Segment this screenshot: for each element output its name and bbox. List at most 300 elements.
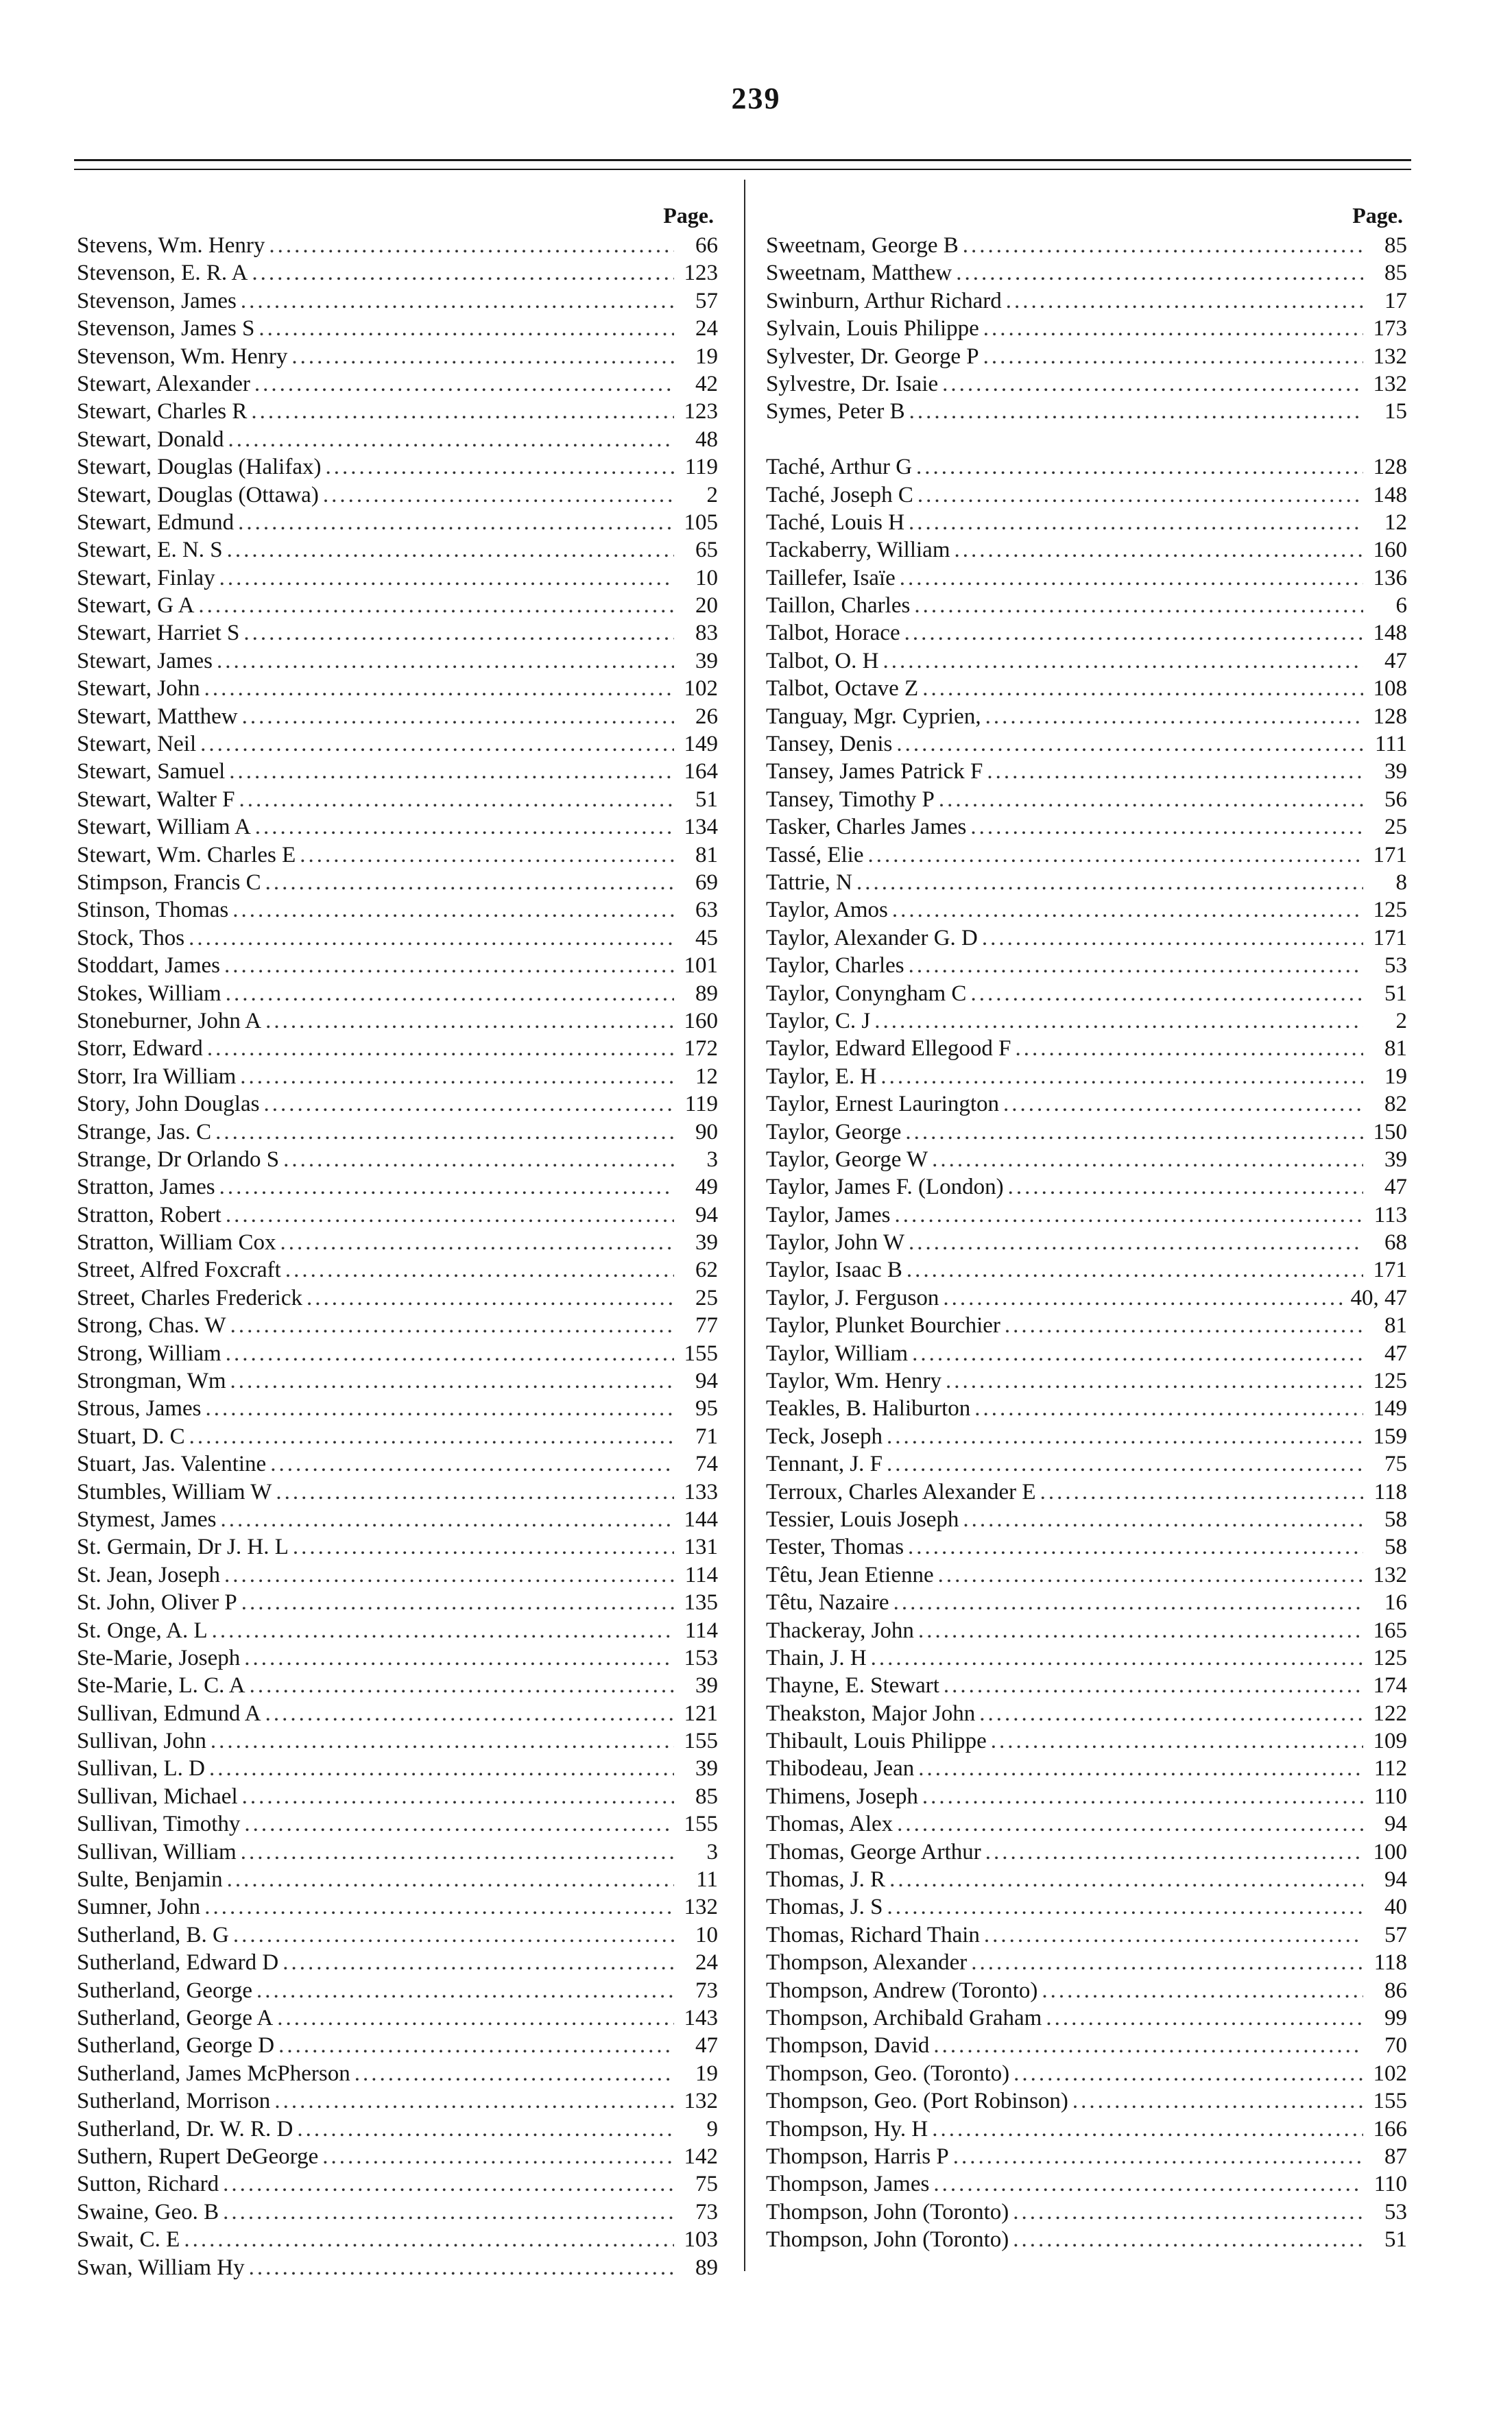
dot-leader [909, 398, 1363, 425]
entry-name: Thompson, Hy. H [766, 2116, 928, 2142]
entry-page-number: 174 [1373, 1673, 1407, 1699]
entry-name: Sulte, Benjamin [77, 1867, 223, 1893]
entry-name: Thompson, Andrew (Toronto) [766, 1978, 1038, 2003]
entry-name: St. Onge, A. L [77, 1618, 208, 1643]
index-entry [77, 1755, 718, 1782]
entry-name: Thompson, James [766, 2172, 930, 2197]
entry-name: Tennant, J. F [766, 1452, 883, 1477]
index-entry [77, 259, 718, 287]
entry-page-number: 166 [1373, 2116, 1407, 2142]
entry-name: Taylor, Ernest Laurington [766, 1092, 1000, 1117]
dot-leader [909, 509, 1363, 536]
entry-name: Street, Charles Frederick [77, 1285, 302, 1310]
dot-leader [242, 1783, 674, 1810]
index-entry [766, 259, 1407, 287]
index-entry [766, 2198, 1407, 2226]
entry-page-number: 144 [684, 1507, 718, 1532]
dot-leader [283, 1146, 674, 1173]
entry-name: Taylor, Edward Ellegood F [766, 1036, 1011, 1061]
entry-name: Sutherland, George A [77, 2006, 274, 2030]
dot-leader [918, 1755, 1363, 1782]
entry-page-number: 85 [695, 1784, 718, 1809]
dot-leader [922, 675, 1363, 702]
entry-page-number: 58 [1384, 1535, 1407, 1560]
entry-page-number: 39 [1384, 1147, 1407, 1172]
entry-name: Tansey, Denis [766, 732, 893, 757]
entry-page-number: 122 [1373, 1701, 1407, 1726]
entry-page-number: 40 [1384, 1895, 1407, 1920]
dot-leader [1040, 1478, 1363, 1506]
entry-name: Teck, Joseph [766, 1424, 883, 1449]
dot-leader [270, 1450, 674, 1478]
dot-leader [325, 453, 674, 481]
dot-leader [955, 536, 1364, 564]
entry-name: Ste-Marie, L. C. A [77, 1673, 245, 1699]
entry-page-number: 112 [1373, 1756, 1407, 1782]
index-entry [766, 1506, 1407, 1533]
dot-leader [970, 813, 1363, 841]
dot-leader [227, 536, 674, 564]
dot-leader [219, 1173, 674, 1201]
dot-leader [893, 1589, 1363, 1616]
index-entry [766, 647, 1407, 675]
index-entry [77, 1866, 718, 1893]
dot-leader [323, 481, 674, 509]
dot-leader [1013, 2060, 1363, 2087]
index-entry [77, 1700, 718, 1727]
dot-leader [889, 1866, 1363, 1893]
entry-page-number: 83 [695, 621, 718, 646]
entry-page-number: 71 [695, 1424, 718, 1449]
entry-name: Têtu, Jean Etienne [766, 1562, 934, 1587]
entry-name: Teakles, B. Haliburton [766, 1396, 971, 1422]
entry-name: Sutherland, Morrison [77, 2089, 271, 2114]
index-entry [766, 703, 1407, 730]
dot-leader [230, 1367, 674, 1395]
entry-page-number: 155 [684, 1812, 718, 1837]
index-entry [766, 1783, 1407, 1810]
index-entry [766, 2226, 1407, 2253]
index-entry [77, 2143, 718, 2170]
entry-page-number: 160 [1373, 538, 1407, 563]
entry-page-number: 39 [695, 1673, 718, 1699]
entry-name: Sullivan, Timothy [77, 1812, 241, 1837]
entry-name: Tattrie, N [766, 869, 852, 895]
index-entry [77, 1007, 718, 1035]
index-entry [77, 398, 718, 425]
index-entries [77, 232, 718, 2281]
entry-page-number: 94 [695, 1202, 718, 1227]
entry-name: Thackeray, John [766, 1618, 914, 1643]
index-entries [766, 232, 1407, 2254]
dot-leader [917, 481, 1363, 509]
entry-page-number: 24 [695, 316, 718, 341]
index-entry [766, 1838, 1407, 1866]
dot-leader [880, 1063, 1363, 1090]
entry-name: Stewart, Douglas (Ottawa) [77, 482, 319, 507]
entry-page-number: 86 [1384, 1978, 1407, 2003]
dot-leader [922, 1783, 1363, 1810]
index-entry [766, 1063, 1407, 1090]
entry-page-number: 11 [696, 1867, 718, 1893]
dot-leader [871, 1644, 1363, 1672]
index-entry [77, 1256, 718, 1284]
entry-name: Taillon, Charles [766, 593, 911, 619]
entry-name: St. Jean, Joseph [77, 1562, 220, 1587]
entry-name: Stock, Thos [77, 925, 185, 950]
index-entry [77, 1533, 718, 1561]
entry-name: Stokes, William [77, 981, 221, 1006]
entry-page-number: 102 [1373, 2061, 1407, 2086]
entry-page-number: 10 [695, 1922, 718, 1947]
entry-page-number: 25 [695, 1285, 718, 1310]
entry-page-number: 128 [1373, 704, 1407, 729]
dot-leader [265, 1700, 674, 1727]
index-entry [77, 315, 718, 342]
index-entry [766, 1035, 1407, 1062]
index-entry [77, 675, 718, 702]
dot-leader [229, 758, 674, 785]
dot-leader [946, 1367, 1363, 1395]
dot-leader [1006, 287, 1363, 315]
entry-page-number: 89 [695, 2255, 718, 2280]
dot-leader [896, 730, 1363, 758]
entry-page-number: 118 [1373, 1479, 1407, 1504]
entry-page-number: 62 [695, 1258, 718, 1283]
index-entry [766, 2060, 1407, 2087]
entry-name: Stewart, John [77, 676, 200, 701]
dot-leader [909, 952, 1363, 979]
index-entry [766, 1173, 1407, 1201]
entry-page-number: 132 [1373, 344, 1407, 369]
entry-name: Stoddart, James [77, 953, 220, 979]
index-entry [77, 1478, 718, 1506]
entry-page-number: 16 [1384, 1590, 1407, 1616]
index-entry [77, 1783, 718, 1810]
entry-name: Stewart, Finlay [77, 565, 215, 590]
entry-page-number: 136 [1373, 565, 1407, 590]
entry-page-number: 10 [695, 565, 718, 590]
entry-page-number: 119 [684, 1092, 718, 1117]
entry-page-number: 69 [695, 869, 718, 895]
entry-name: Taylor, James F. (London) [766, 1175, 1004, 1200]
dot-leader [1072, 2087, 1363, 2115]
index-column-right [766, 199, 1407, 2254]
dot-leader [914, 592, 1363, 619]
dot-leader [933, 2170, 1363, 2198]
entry-page-number: 77 [695, 1313, 718, 1339]
entry-page-number: 81 [1384, 1036, 1407, 1061]
entry-page-number: 39 [695, 1230, 718, 1256]
index-entry [77, 1340, 718, 1367]
entry-page-number: 70 [1384, 2033, 1407, 2059]
entry-page-number: 132 [684, 2089, 718, 2114]
index-entry [77, 1395, 718, 1422]
index-entry [766, 453, 1407, 481]
entry-name: Sutton, Richard [77, 2172, 219, 2197]
dot-leader [252, 259, 674, 287]
entry-page-number: 48 [695, 427, 718, 452]
entry-page-number: 39 [695, 1756, 718, 1782]
entry-page-number: 105 [684, 509, 718, 535]
entry-page-number: 53 [1384, 2199, 1407, 2224]
index-entry [766, 398, 1407, 425]
entry-page-number: 142 [684, 2144, 718, 2169]
index-entry [77, 2032, 718, 2059]
entry-name: Thompson, Geo. (Port Robinson) [766, 2089, 1068, 2114]
dot-leader [274, 2087, 674, 2115]
entry-page-number: 19 [1384, 1064, 1407, 1089]
entry-page-number: 172 [684, 1036, 718, 1061]
index-entry [77, 2115, 718, 2143]
index-entry [77, 1561, 718, 1589]
entry-name: Stewart, Charles R [77, 399, 248, 424]
entry-page-number: 85 [1384, 233, 1407, 258]
entry-name: Taylor, William [766, 1341, 909, 1366]
entry-page-number: 12 [1384, 509, 1407, 535]
dot-leader [984, 1921, 1363, 1949]
dot-leader [943, 1284, 1346, 1312]
index-entry [77, 232, 718, 259]
entry-page-number: 17 [1384, 288, 1407, 313]
entry-page-number: 94 [695, 1369, 718, 1394]
entry-name: Taylor, George W [766, 1147, 928, 1172]
index-entry [77, 2170, 718, 2198]
dot-leader [224, 952, 674, 979]
index-entry [77, 1589, 718, 1616]
dot-leader [280, 1229, 674, 1256]
index-entry [766, 1866, 1407, 1893]
index-entry [766, 813, 1407, 841]
entry-name: Stewart, Edmund [77, 509, 235, 535]
index-entry [766, 592, 1407, 619]
entry-page-number: 125 [1373, 1369, 1407, 1394]
entry-page-number: 108 [1373, 676, 1407, 701]
dot-leader [256, 1977, 674, 2004]
dot-leader [212, 1617, 674, 1644]
entry-page-number: 110 [1373, 1784, 1407, 1809]
index-entry [766, 1118, 1407, 1146]
dot-leader [983, 315, 1363, 342]
entry-name: Stewart, Harriet S [77, 621, 240, 646]
index-entry [766, 730, 1407, 758]
entry-page-number: 164 [684, 759, 718, 784]
entry-name: Street, Alfred Foxcraft [77, 1258, 281, 1283]
entry-name: Tackaberry, William [766, 538, 950, 563]
dot-leader [963, 1506, 1363, 1533]
entry-name: Thompson, Harris P [766, 2144, 949, 2169]
index-entry [766, 980, 1407, 1007]
index-entry [766, 1423, 1407, 1450]
index-entry [77, 2060, 718, 2087]
entry-page-number: 148 [1373, 482, 1407, 507]
entry-name: Tansey, Timothy P [766, 787, 935, 812]
index-entry [77, 1118, 718, 1146]
dot-leader [916, 453, 1363, 481]
entry-page-number: 89 [695, 981, 718, 1006]
entry-name: Sullivan, Edmund A [77, 1701, 261, 1726]
dot-leader [907, 1256, 1363, 1284]
index-entry [77, 1090, 718, 1118]
index-entry [77, 1229, 718, 1256]
entry-page-number: 73 [695, 2199, 718, 2224]
entry-name: Thompson, Geo. (Toronto) [766, 2061, 1010, 2086]
index-entry [77, 758, 718, 785]
entry-page-number: 63 [695, 898, 718, 923]
entry-page-number: 47 [695, 2033, 718, 2059]
entry-name: Thibodeau, Jean [766, 1756, 915, 1782]
dot-leader [944, 1672, 1363, 1699]
index-entry [77, 980, 718, 1007]
index-entry [766, 1589, 1407, 1616]
index-entry [77, 1063, 718, 1090]
entry-page-number: 82 [1384, 1092, 1407, 1117]
dot-leader [297, 2115, 674, 2143]
entry-page-number: 119 [684, 455, 718, 480]
entry-page-number: 73 [695, 1978, 718, 2003]
dot-leader [242, 703, 674, 730]
entry-page-number: 51 [1384, 2227, 1407, 2253]
entry-page-number: 49 [695, 1175, 718, 1200]
index-entry [77, 1617, 718, 1644]
entry-page-number: 134 [684, 815, 718, 840]
dot-leader [251, 398, 674, 425]
index-entry [77, 426, 718, 453]
entry-page-number: 57 [695, 288, 718, 313]
entry-name: Swaine, Geo. B [77, 2199, 219, 2224]
index-entry [766, 2087, 1407, 2115]
dot-leader [887, 1893, 1363, 1921]
entry-name: Thompson, John (Toronto) [766, 2199, 1009, 2224]
dot-leader [956, 259, 1363, 287]
entry-page-number: 123 [684, 399, 718, 424]
entry-page-number: 6 [1395, 593, 1407, 619]
entry-page-number: 155 [1373, 2089, 1407, 2114]
dot-leader [932, 2115, 1363, 2143]
dot-leader [226, 1201, 674, 1229]
entry-name: Taylor, C. J [766, 1008, 871, 1033]
dot-leader [265, 869, 674, 896]
entry-name: Taylor, Alexander G. D [766, 925, 978, 950]
entry-page-number: 39 [695, 648, 718, 673]
index-entry [766, 370, 1407, 398]
index-entry [766, 1201, 1407, 1229]
dot-leader [322, 2143, 674, 2170]
index-entry [766, 1644, 1407, 1672]
index-entry [77, 343, 718, 370]
entry-name: Stuart, D. C [77, 1424, 185, 1449]
dot-leader [939, 786, 1363, 813]
index-entry [766, 2032, 1407, 2059]
dot-leader [243, 619, 674, 647]
entry-name: Taylor, James [766, 1202, 891, 1227]
dot-leader [241, 1838, 674, 1866]
entry-page-number: 87 [1384, 2144, 1407, 2169]
index-entry [77, 453, 718, 481]
index-entry [77, 1949, 718, 1976]
dot-leader [904, 619, 1363, 647]
entry-page-number: 132 [684, 1895, 718, 1920]
page-column-header: Page. [1352, 203, 1403, 228]
entry-name: Taillefer, Isaïe [766, 565, 896, 590]
entry-page-number: 47 [1384, 648, 1407, 673]
entry-name: Strange, Dr Orlando S [77, 1147, 280, 1172]
index-entry [766, 509, 1407, 536]
index-entry [766, 1561, 1407, 1589]
entry-page-number: 149 [1373, 1396, 1407, 1422]
dot-leader [209, 1755, 674, 1782]
entry-name: Sutherland, Edward D [77, 1950, 279, 1976]
dot-leader [215, 1118, 674, 1146]
dot-leader [856, 869, 1363, 896]
entry-page-number: 47 [1384, 1341, 1407, 1366]
entry-page-number: 75 [695, 2172, 718, 2197]
index-entry [766, 1284, 1407, 1312]
entry-name: Strange, Jas. C [77, 1119, 212, 1144]
entry-name: Stewart, James [77, 648, 213, 673]
entry-page-number: 171 [1373, 842, 1407, 867]
dot-leader [942, 370, 1363, 398]
entry-name: Tanguay, Mgr. Cyprien, [766, 704, 981, 729]
entry-page-number: 143 [684, 2006, 718, 2030]
entry-name: Swinburn, Arthur Richard [766, 288, 1002, 313]
page-number: 239 [731, 82, 781, 115]
entry-name: Stewart, Wm. Charles E [77, 842, 296, 867]
entry-page-number: 19 [695, 2061, 718, 2086]
entry-page-number: 171 [1373, 925, 1407, 950]
entry-page-number: 99 [1384, 2006, 1407, 2030]
dot-leader [1046, 2004, 1363, 2032]
entry-name: Talbot, Octave Z [766, 676, 919, 701]
entry-page-number: 58 [1384, 1507, 1407, 1532]
dot-leader [974, 1395, 1363, 1422]
dot-leader [970, 980, 1363, 1007]
dot-leader [900, 564, 1363, 592]
dot-leader [249, 2254, 674, 2281]
entry-name: Sylvester, Dr. George P [766, 344, 979, 369]
index-entry [766, 896, 1407, 924]
entry-name: Thompson, John (Toronto) [766, 2227, 1009, 2253]
index-entry [77, 619, 718, 647]
entry-page-number: 47 [1384, 1175, 1407, 1200]
dot-leader [200, 730, 674, 758]
entry-page-number: 9 [706, 2116, 718, 2142]
entry-page-number: 94 [1384, 1812, 1407, 1837]
entry-name: Tansey, James Patrick F [766, 759, 983, 784]
entry-name: Taylor, Wm. Henry [766, 1369, 942, 1394]
entry-page-number: 90 [695, 1119, 718, 1144]
entry-page-number: 75 [1384, 1452, 1407, 1477]
entry-page-number: 39 [1384, 759, 1407, 784]
entry-name: Thompson, Alexander [766, 1950, 968, 1976]
index-entry [766, 1727, 1407, 1755]
entry-page-number: 102 [684, 676, 718, 701]
entry-page-number: 125 [1373, 1645, 1407, 1670]
dot-leader [238, 509, 674, 536]
entry-name: Stewart, Samuel [77, 759, 226, 784]
index-entry [77, 952, 718, 979]
dot-leader [184, 2226, 674, 2253]
index-entry [77, 1644, 718, 1672]
dot-leader [244, 1644, 674, 1672]
page-column-header: Page. [663, 203, 714, 228]
index-entry [77, 869, 718, 896]
index-entry [766, 1921, 1407, 1949]
entry-page-number: 68 [1384, 1230, 1407, 1256]
entry-name: Stewart, G A [77, 593, 195, 619]
dot-leader [908, 1533, 1363, 1561]
dot-leader [223, 2170, 674, 2198]
